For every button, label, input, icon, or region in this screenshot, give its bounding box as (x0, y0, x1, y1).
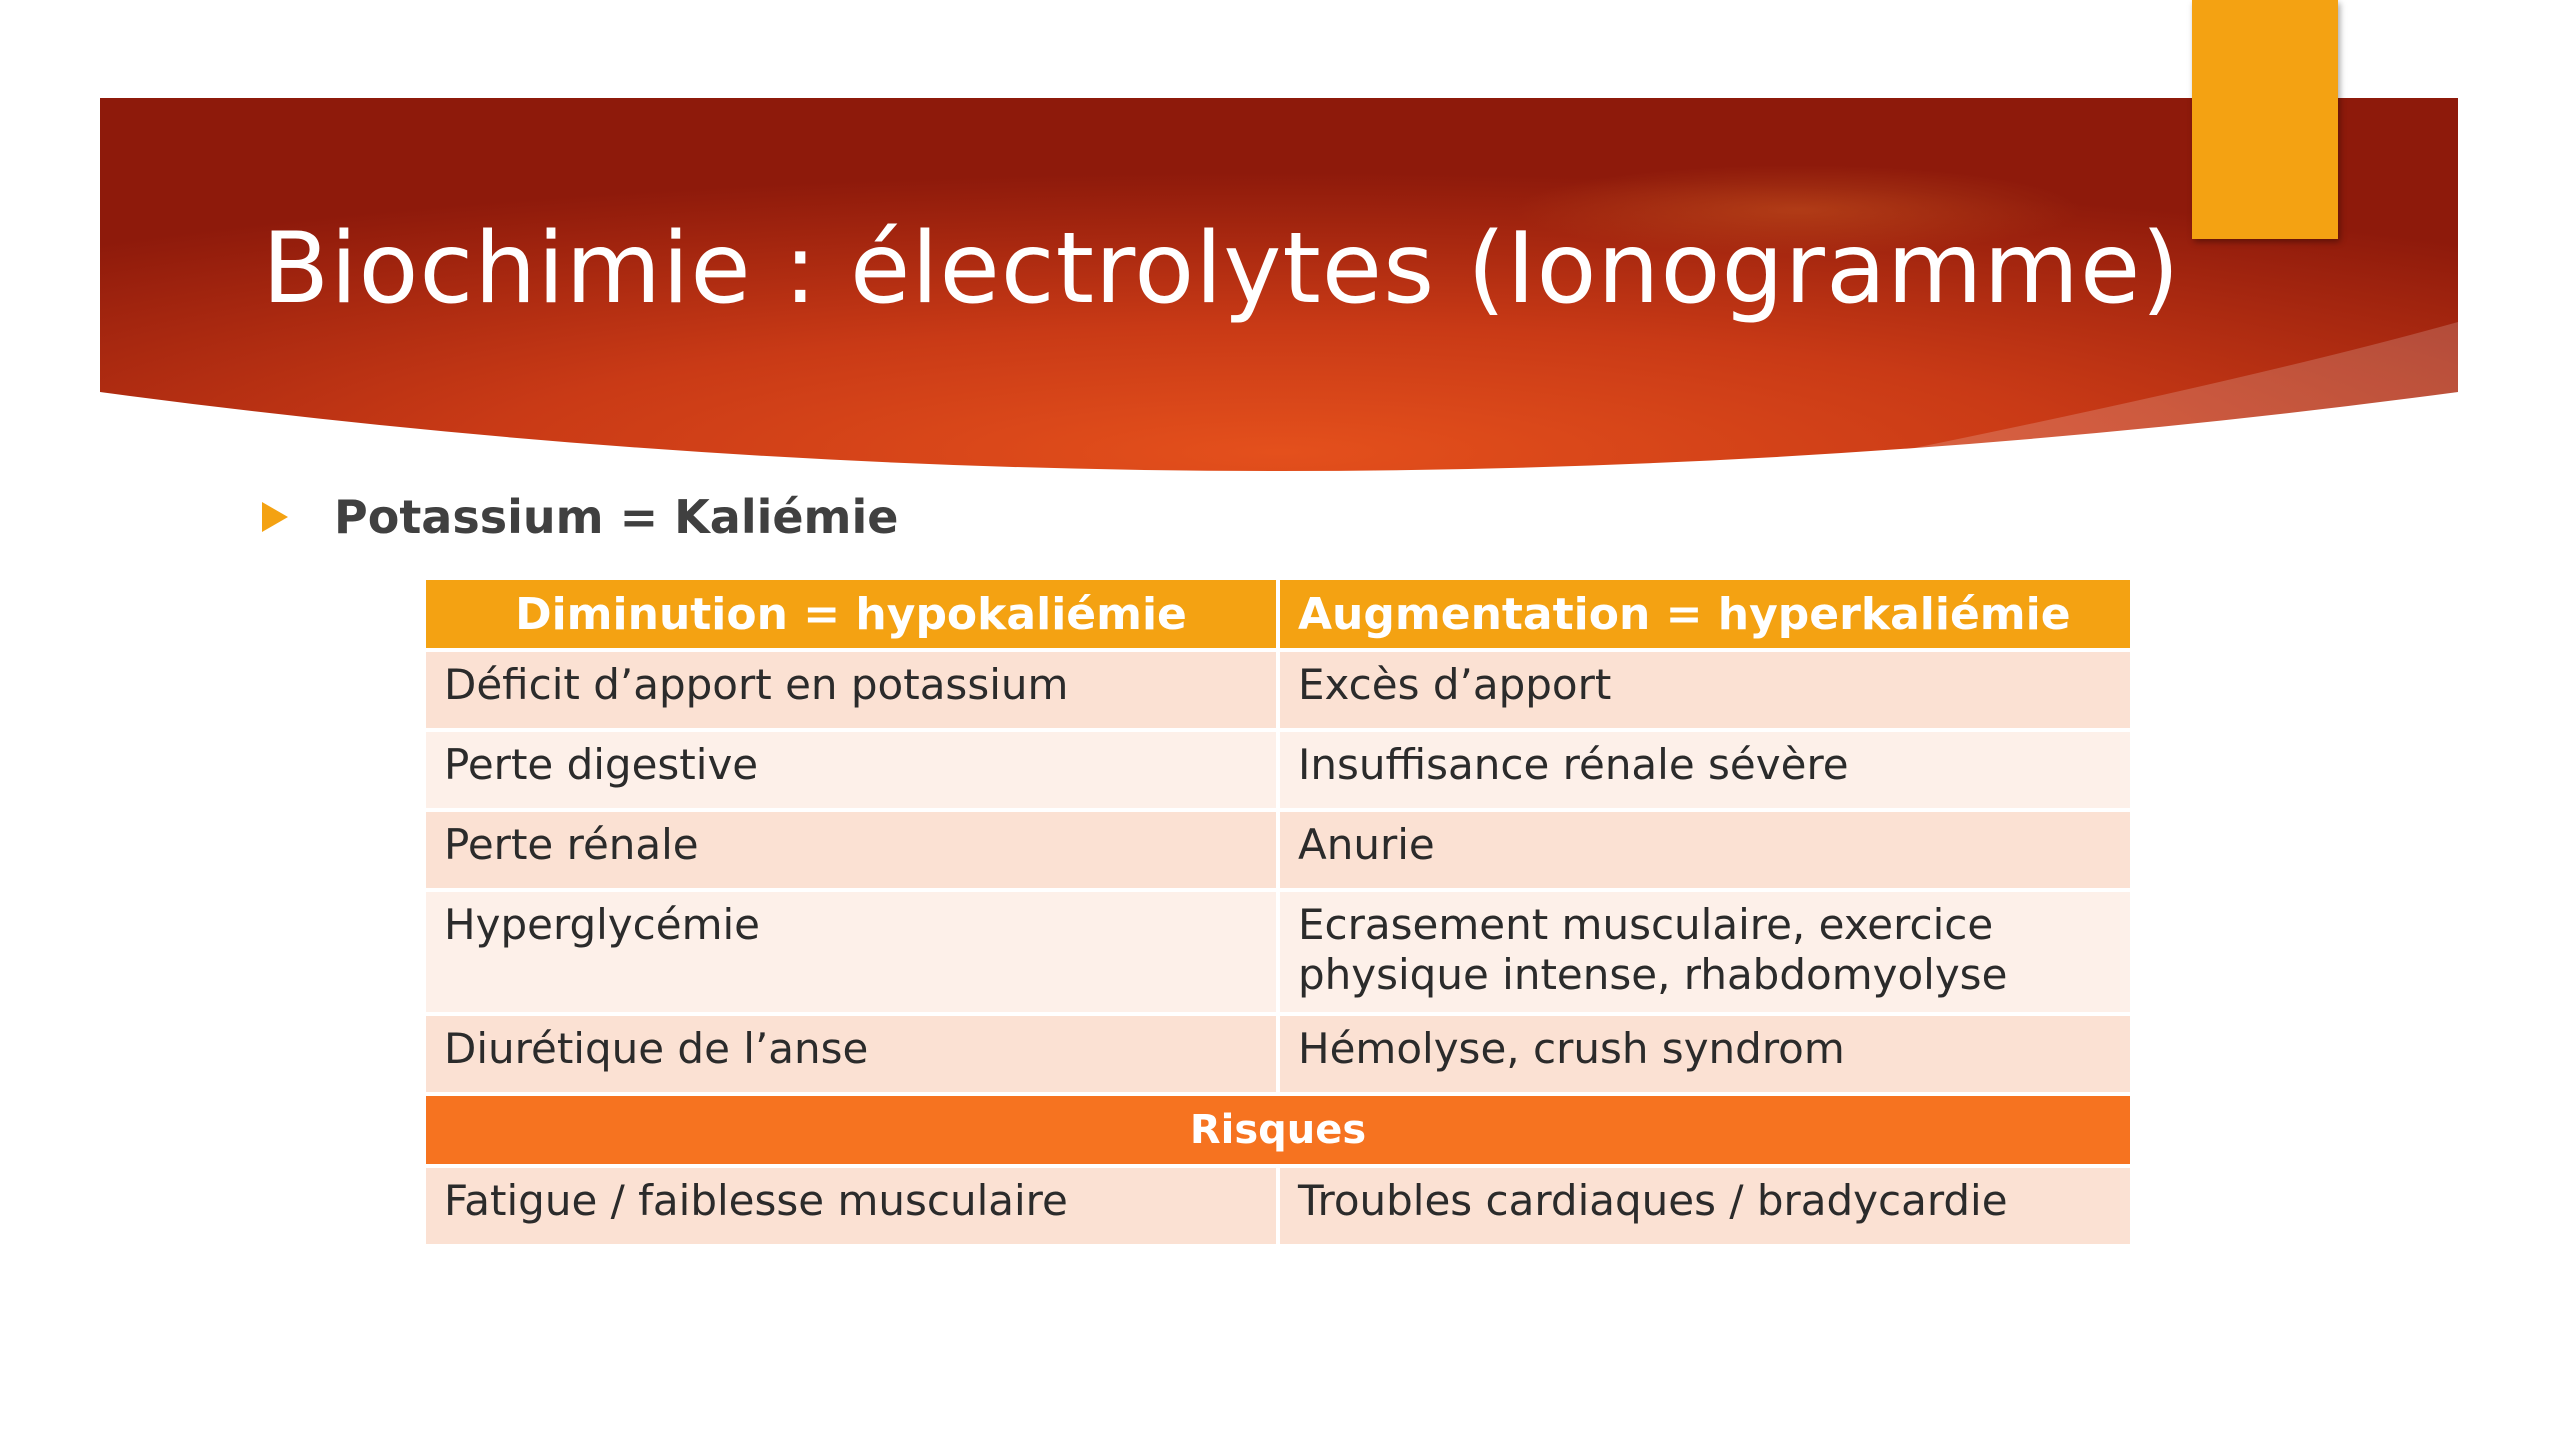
table-cell: Excès d’apport (1280, 652, 2130, 728)
table-cell: Perte digestive (426, 732, 1276, 808)
table-header-row (426, 580, 2130, 648)
table-cell: Troubles cardiaques / bradycardie (1280, 1168, 2130, 1244)
accent-tab (2192, 0, 2338, 239)
table-cell: Anurie (1280, 812, 2130, 888)
table-cell: Hyperglycémie (426, 892, 1276, 1012)
slide-title: Biochimie : électrolytes (Ionogramme) (262, 212, 2181, 326)
table-row (426, 652, 2130, 728)
kaliemie-table (422, 576, 2134, 1248)
table-row (426, 892, 2130, 1012)
header-hypokaliemie: Diminution = hypokaliémie (426, 580, 1276, 648)
table-cell: Fatigue / faiblesse musculaire (426, 1168, 1276, 1244)
section-row (426, 1096, 2130, 1164)
table-row (426, 1016, 2130, 1092)
table-cell: Insuffisance rénale sévère (1280, 732, 2130, 808)
section-risques: Risques (426, 1096, 2130, 1164)
table-cell: Perte rénale (426, 812, 1276, 888)
table-row (426, 812, 2130, 888)
table-cell: Hémolyse, crush syndrom (1280, 1016, 2130, 1092)
table-cell: Déficit d’apport en potassium (426, 652, 1276, 728)
table-cell: Diurétique de l’anse (426, 1016, 1276, 1092)
bullet-text: Potassium = Kaliémie (334, 490, 899, 544)
header-hyperkaliemie: Augmentation = hyperkaliémie (1280, 580, 2130, 648)
table-row (426, 1168, 2130, 1244)
bullet-item (262, 490, 898, 544)
table-row (426, 732, 2130, 808)
table-cell: Ecrasement musculaire, exercice physique intense, rhabdomyolyse (1280, 892, 2130, 1012)
triangle-bullet-icon (262, 502, 288, 532)
